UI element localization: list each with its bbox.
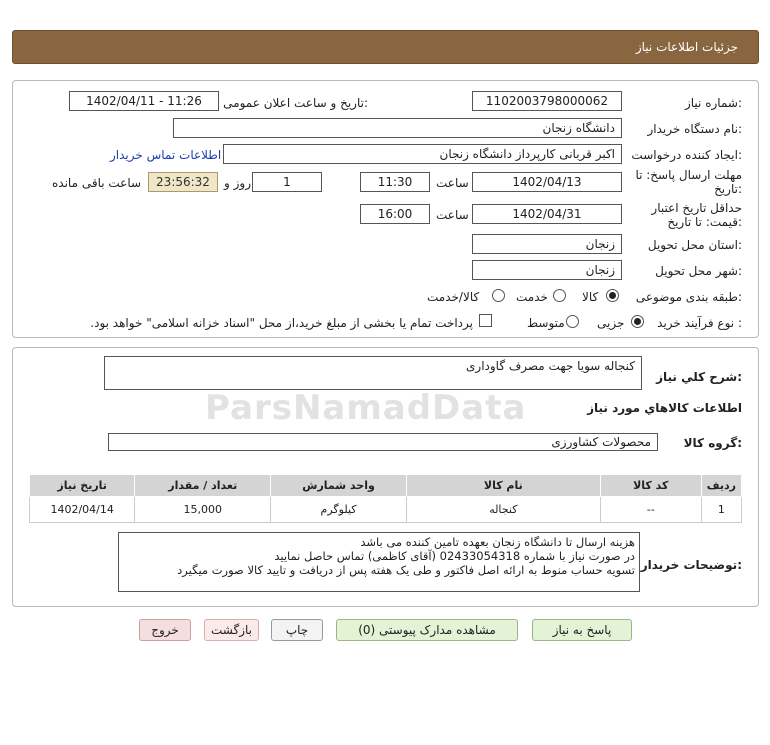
print-button[interactable]: چاپ xyxy=(271,619,323,641)
cell-need-date: 1402/04/14 xyxy=(30,497,135,523)
remaining-label: ساعت باقی مانده xyxy=(52,176,142,190)
treasury-payment-checkbox[interactable] xyxy=(479,314,492,327)
validity-label-1: حداقل تاریخ اعتبار xyxy=(651,201,742,215)
province-label: استان محل تحویل: xyxy=(647,238,742,252)
col-goods-code: کد کالا xyxy=(600,475,701,497)
deadline-date-field: 1402/04/13 xyxy=(472,172,622,192)
category-option-goods-service: کالا/خدمت xyxy=(427,290,480,304)
back-button[interactable]: بازگشت xyxy=(204,619,259,641)
goods-group-label: گروه کالا: xyxy=(683,436,742,450)
goods-info-title: اطلاعات کالاهاي مورد نياز xyxy=(587,401,742,415)
col-goods-name: نام کالا xyxy=(406,475,600,497)
treasury-payment-note: پرداخت تمام یا بخشی از مبلغ خرید،از محل "اسناد خزانه اسلامی" خواهد بود. xyxy=(90,316,473,330)
need-number-label: شماره نیاز: xyxy=(684,96,742,110)
deadline-label-1: مهلت ارسال پاسخ: تا xyxy=(635,168,742,182)
goods-group-field: محصولات کشاورزی xyxy=(108,433,658,451)
category-option-service: خدمت xyxy=(516,290,548,304)
buyer-org-field: دانشگاه زنجان xyxy=(173,118,622,138)
buyer-notes-box xyxy=(118,532,640,592)
cell-goods-code: -- xyxy=(600,497,701,523)
days-label: روز و xyxy=(224,176,251,190)
deadline-label-2: تاریخ: xyxy=(714,182,742,196)
province-field: زنجان xyxy=(472,234,622,254)
attachments-button[interactable]: مشاهده مدارک پیوستی (0) xyxy=(336,619,518,641)
buyer-notes-label: توضیحات خریدار: xyxy=(640,558,742,572)
announce-field: 1402/04/11 - 11:26 xyxy=(69,91,219,111)
page-header xyxy=(12,30,759,64)
creator-label: ایجاد کننده درخواست: xyxy=(631,148,742,162)
need-number-field: 1102003798000062 xyxy=(472,91,622,111)
creator-field: اکبر قربانی کارپرداز دانشگاه زنجان xyxy=(223,144,622,164)
city-label: شهر محل تحویل: xyxy=(655,264,742,278)
process-radio-minor[interactable] xyxy=(631,315,644,328)
remaining-timer: 23:56:32 xyxy=(148,172,218,192)
buyer-note-line: در صورت نیاز با شماره 02433054318 (آقای کاظمی) تماس حاصل نمایید xyxy=(274,549,635,563)
announce-label: تاریخ و ساعت اعلان عمومی: xyxy=(223,96,368,110)
validity-time-label: ساعت xyxy=(436,208,469,222)
cell-unit: کیلوگرم xyxy=(271,497,407,523)
col-need-date: تاریخ نیاز xyxy=(30,475,135,497)
reply-button[interactable]: پاسخ به نیاز xyxy=(532,619,632,641)
validity-date-field: 1402/04/31 xyxy=(472,204,622,224)
process-option-medium: متوسط xyxy=(527,316,565,330)
watermark: ParsNamadData xyxy=(205,388,527,428)
page-title: جزئیات اطلاعات نیاز xyxy=(635,40,738,54)
table-header-row xyxy=(30,475,742,497)
table-row xyxy=(30,497,742,523)
col-row-number: ردیف xyxy=(701,475,741,497)
buyer-note-line: هزینه ارسال تا دانشگاه زنجان بعهده تامین کننده می باشد xyxy=(360,535,635,549)
exit-button[interactable]: خروج xyxy=(139,619,191,641)
process-option-minor: جزیی xyxy=(597,316,625,330)
cell-goods-name: کنجاله xyxy=(406,497,600,523)
category-radio-service[interactable] xyxy=(553,289,566,302)
goods-table xyxy=(29,474,742,523)
validity-label-2: قیمت: تا تاریخ: xyxy=(667,215,742,229)
city-field: زنجان xyxy=(472,260,622,280)
cell-row-number: 1 xyxy=(701,497,741,523)
general-desc-label: شرح کلي نياز: xyxy=(656,370,742,384)
buyer-contact-link[interactable]: اطلاعات تماس خریدار xyxy=(110,148,222,162)
deadline-time-label: ساعت xyxy=(436,176,469,190)
category-radio-goods-service[interactable] xyxy=(492,289,505,302)
process-radio-medium[interactable] xyxy=(566,315,579,328)
general-desc-field: کنجاله سویا جهت مصرف گاوداری xyxy=(104,356,642,390)
deadline-time-field: 11:30 xyxy=(360,172,430,192)
category-option-goods: کالا xyxy=(582,290,599,304)
buyer-note-line: تسویه حساب منوط به ارائه اصل فاکتور و طی یک هفته پس از دریافت و تایید کالا صورت میگیرد xyxy=(177,563,635,577)
validity-time-field: 16:00 xyxy=(360,204,430,224)
days-field: 1 xyxy=(252,172,322,192)
category-label: طبقه بندی موضوعی: xyxy=(635,290,742,304)
cell-quantity: 15,000 xyxy=(135,497,271,523)
col-quantity: تعداد / مقدار xyxy=(135,475,271,497)
col-unit: واحد شمارش xyxy=(271,475,407,497)
category-radio-goods[interactable] xyxy=(606,289,619,302)
buyer-org-label: نام دستگاه خریدار: xyxy=(647,122,742,136)
process-label: نوع فرآیند خرید : xyxy=(657,316,742,330)
